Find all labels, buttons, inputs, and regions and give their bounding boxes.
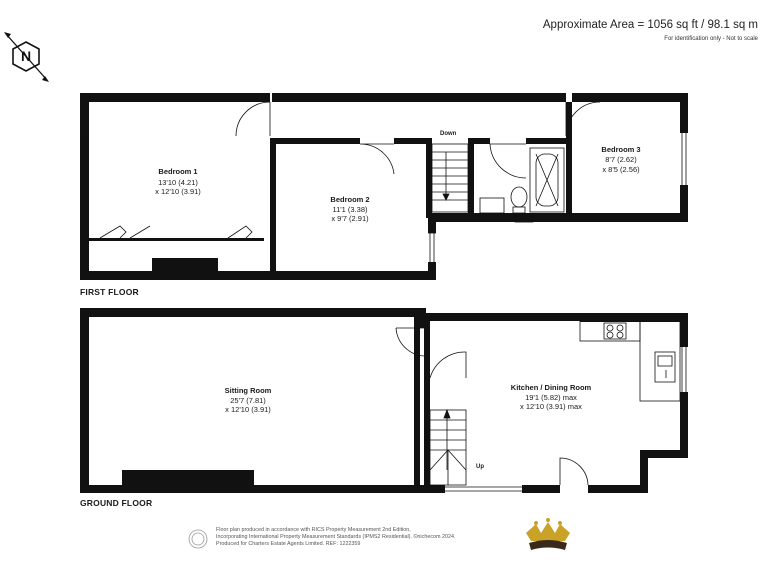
footer-line-2: Incorporating International Property Measurement Standards (IPMS2 Residential). ©nichecom 2024. [216,534,456,541]
ground-floor-plan [80,308,688,493]
bedroom-1-dim2: x 12'10 (3.91) [155,187,201,196]
kitchen-dim1: 19'1 (5.82) max [525,393,577,402]
footer-line-1: Floor plan produced in accordance with RICS Property Measurement 2nd Edition, [216,527,411,533]
kitchen-dim2: x 12'10 (3.91) max [520,402,582,411]
kitchen-name: Kitchen / Dining Room [510,383,592,392]
compass-letter: N [20,48,32,64]
bedroom-2-dim1: 11'1 (3.38) [332,205,368,214]
ground-floor-details [82,321,686,491]
sitting-room-name: Sitting Room [224,386,272,395]
bedroom-2-dim2: x 9'7 (2.91) [331,214,369,223]
sitting-room-dim1: 25'7 (7.81) [230,396,266,405]
room-kitchen-dining [511,383,592,411]
rics-logo-icon [189,530,207,548]
bedroom-3-dim1: 8'7 (2.62) [605,155,637,164]
sitting-room-dim2: x 12'10 (3.91) [225,405,271,414]
footer-line-3: Produced for Charters Estate Agents Limited. REF: 1222359 [216,541,361,548]
room-bedroom-3 [601,145,640,174]
compass-icon [4,32,49,82]
first-floor-label: FIRST FLOOR [80,287,139,297]
ground-floor-label: GROUND FLOOR [80,498,153,508]
room-bedroom-2 [330,195,369,223]
approximate-area: Approximate Area = 1056 sq ft / 98.1 sq m [542,19,758,31]
bedroom-3-dim2: x 8'5 (2.56) [602,165,640,174]
bedroom-1-dim1: 13'10 (4.21) [158,178,198,187]
stairs-up-label: Up [476,464,484,470]
room-sitting-room [225,386,272,414]
area-disclaimer: For identification only - Not to scale [664,36,758,42]
footer-disclaimer [216,527,536,549]
bedroom-1-name: Bedroom 1 [158,167,198,176]
bedroom-3-name: Bedroom 3 [601,145,641,154]
room-bedroom-1 [155,167,201,196]
bedroom-2-name: Bedroom 2 [330,195,370,204]
stairs-down-label: Down [440,131,457,137]
